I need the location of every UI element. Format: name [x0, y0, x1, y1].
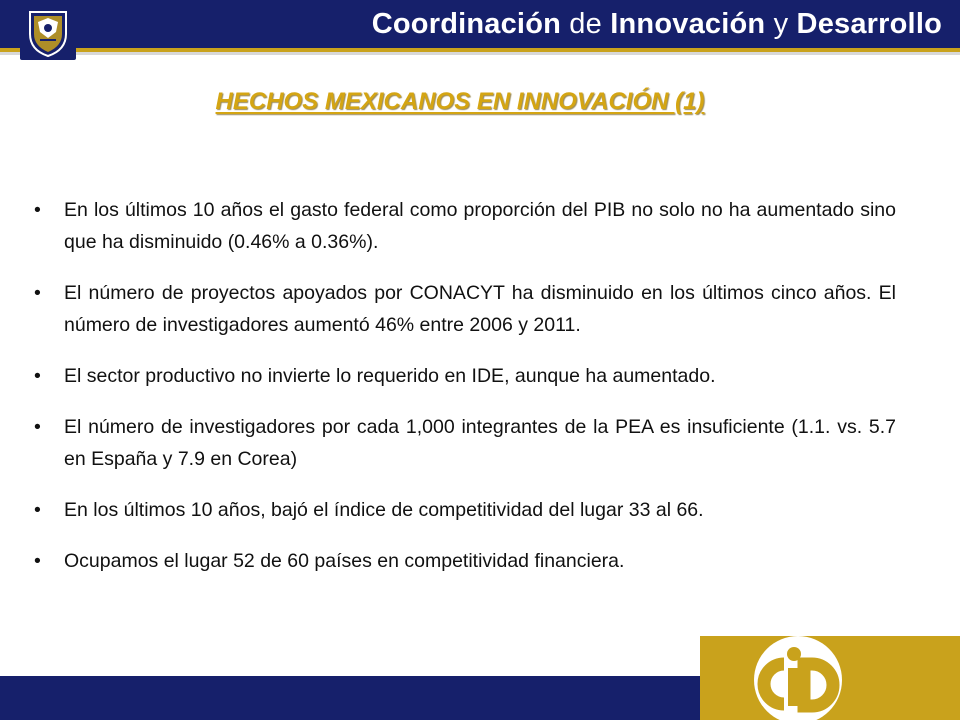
bullet-list — [34, 194, 896, 596]
bullet-text: Ocupamos el lugar 52 de 60 países en competitividad financiera. — [64, 550, 625, 572]
bullet-item — [34, 194, 896, 258]
bullet-item — [34, 411, 896, 475]
bullet-text: En los últimos 10 años el gasto federal como proporción del PIB no solo no ha aumentado sino que ha disminuido (0.46% a 0.36%). — [64, 199, 896, 253]
bullet-item — [34, 494, 896, 526]
bullet-text: El número de proyectos apoyados por CONACYT ha disminuido en los últimos cinco años. El número de investigadores aumentó 46% entre 2006 y 2011. — [64, 282, 896, 336]
header-title-word-4: y — [773, 8, 789, 40]
bullet-text: En los últimos 10 años, bajó el índice de competitividad del lugar 33 al 66. — [64, 499, 704, 521]
header-title-word-2: de — [569, 8, 602, 40]
cid-logo-icon — [736, 630, 860, 720]
bullet-text: El sector productivo no invierte lo requerido en IDE, aunque ha aumentado. — [64, 365, 716, 387]
bullet-text: El número de investigadores por cada 1,000 integrantes de la PEA es insuficiente (1.1. vs. 5.7 en España y 7.9 en Corea) — [64, 416, 896, 470]
bullet-icon: • — [34, 282, 41, 304]
bullet-item — [34, 277, 896, 341]
bullet-icon: • — [34, 499, 41, 521]
slide-title: HECHOS MEXICANOS EN INNOVACIÓN (1) — [215, 88, 705, 115]
header-title-word-1: Coordinación — [371, 8, 562, 40]
header-shadow — [0, 52, 960, 55]
bullet-icon: • — [34, 416, 41, 438]
bullet-icon: • — [34, 365, 41, 387]
unam-shield-icon — [20, 4, 76, 60]
header-title-word-3: Innovación — [610, 8, 766, 40]
bullet-item — [34, 545, 896, 577]
bullet-icon: • — [34, 199, 41, 221]
header-title-word-5: Desarrollo — [796, 8, 942, 40]
bullet-item — [34, 360, 896, 392]
header-title — [372, 4, 942, 44]
bullet-icon: • — [34, 550, 41, 572]
